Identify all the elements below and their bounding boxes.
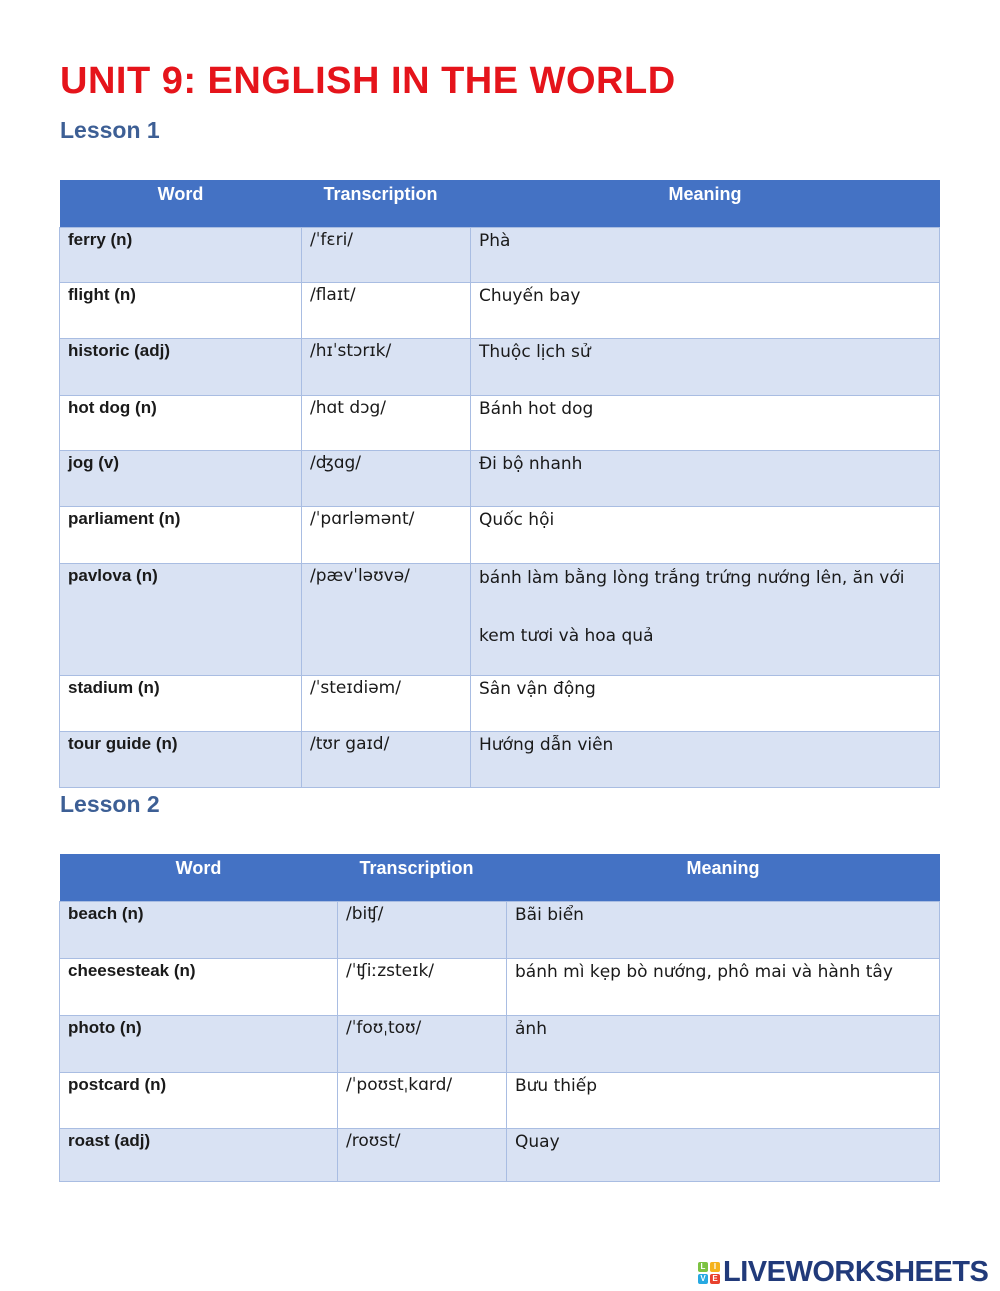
table-row [60, 395, 940, 450]
transcription-cell: /flaɪt/ [302, 282, 471, 338]
table-row [60, 227, 940, 282]
meaning-cell: Thuộc lịch sử [471, 338, 940, 395]
table-row [60, 958, 940, 1015]
logo-letter-i: I [710, 1262, 720, 1272]
word-cell: photo (n) [60, 1015, 338, 1072]
lesson-1-heading: Lesson 1 [60, 117, 160, 143]
lesson-1-table [59, 180, 940, 788]
live-blocks-icon [698, 1262, 720, 1284]
lesson-2-table [59, 854, 940, 1182]
meaning-cell: Sân vận động [471, 675, 940, 731]
table-row [60, 901, 940, 958]
table-header-row [60, 180, 940, 227]
transcription-cell: /ˈfɛri/ [302, 227, 471, 282]
table-row [60, 1072, 940, 1128]
meaning-cell: Hướng dẫn viên [471, 731, 940, 787]
transcription-cell: /hɪˈstɔrɪk/ [302, 338, 471, 395]
word-cell: historic (adj) [60, 338, 302, 395]
logo-letter-v: V [698, 1274, 708, 1284]
logo-letter-l: L [698, 1262, 708, 1272]
column-header-word: Word [60, 180, 302, 227]
meaning-cell: Chuyến bay [471, 282, 940, 338]
transcription-cell: /ˈfoʊˌtoʊ/ [338, 1015, 507, 1072]
transcription-cell: /ʤɑg/ [302, 450, 471, 506]
transcription-cell: /tʊr gaɪd/ [302, 731, 471, 787]
transcription-cell: /biʧ/ [338, 901, 507, 958]
lesson-2-heading: Lesson 2 [60, 791, 160, 817]
logo-text: LIVEWORKSHEETS [723, 1256, 989, 1288]
table-row [60, 1015, 940, 1072]
column-header-meaning: Meaning [471, 180, 940, 227]
column-header-word: Word [60, 854, 338, 901]
liveworksheets-logo[interactable] [698, 1256, 988, 1289]
table-row [60, 282, 940, 338]
column-header-transcription: Transcription [302, 180, 471, 227]
table-row [60, 1128, 940, 1181]
column-header-meaning: Meaning [507, 854, 940, 901]
word-cell: parliament (n) [60, 506, 302, 563]
meaning-cell: bánh mì kẹp bò nướng, phô mai và hành tây [507, 958, 940, 1015]
transcription-cell: /hɑt dɔg/ [302, 395, 471, 450]
word-cell: jog (v) [60, 450, 302, 506]
meaning-cell: Bãi biển [507, 901, 940, 958]
meaning-text: bánh làm bằng lòng trắng trứng nướng lên, ăn với kem tươi và hoa quả [479, 567, 905, 646]
meaning-cell [471, 563, 940, 675]
table-row [60, 338, 940, 395]
transcription-cell: /ˈpoʊstˌkɑrd/ [338, 1072, 507, 1128]
word-cell: hot dog (n) [60, 395, 302, 450]
word-cell: roast (adj) [60, 1128, 338, 1181]
column-header-transcription: Transcription [338, 854, 507, 901]
table-row [60, 731, 940, 787]
table-row [60, 563, 940, 675]
transcription-cell: /pævˈləʊvə/ [302, 563, 471, 675]
meaning-cell: Quốc hội [471, 506, 940, 563]
transcription-cell: /ˈpɑrləmənt/ [302, 506, 471, 563]
word-cell: pavlova (n) [60, 563, 302, 675]
meaning-cell: Đi bộ nhanh [471, 450, 940, 506]
logo-letter-e: E [710, 1274, 720, 1284]
word-cell: tour guide (n) [60, 731, 302, 787]
word-cell: cheesesteak (n) [60, 958, 338, 1015]
word-cell: postcard (n) [60, 1072, 338, 1128]
page-title: UNIT 9: ENGLISH IN THE WORLD [60, 60, 676, 102]
meaning-cell: Bưu thiếp [507, 1072, 940, 1128]
word-cell: flight (n) [60, 282, 302, 338]
meaning-cell: Quay [507, 1128, 940, 1181]
word-cell: ferry (n) [60, 227, 302, 282]
word-cell: stadium (n) [60, 675, 302, 731]
meaning-cell: Phà [471, 227, 940, 282]
word-cell: beach (n) [60, 901, 338, 958]
table-row [60, 675, 940, 731]
transcription-cell: /ˈʧiːzsteɪk/ [338, 958, 507, 1015]
meaning-cell: ảnh [507, 1015, 940, 1072]
meaning-cell: Bánh hot dog [471, 395, 940, 450]
table-header-row [60, 854, 940, 901]
transcription-cell: /ˈsteɪdiəm/ [302, 675, 471, 731]
transcription-cell: /roʊst/ [338, 1128, 507, 1181]
table-row [60, 450, 940, 506]
